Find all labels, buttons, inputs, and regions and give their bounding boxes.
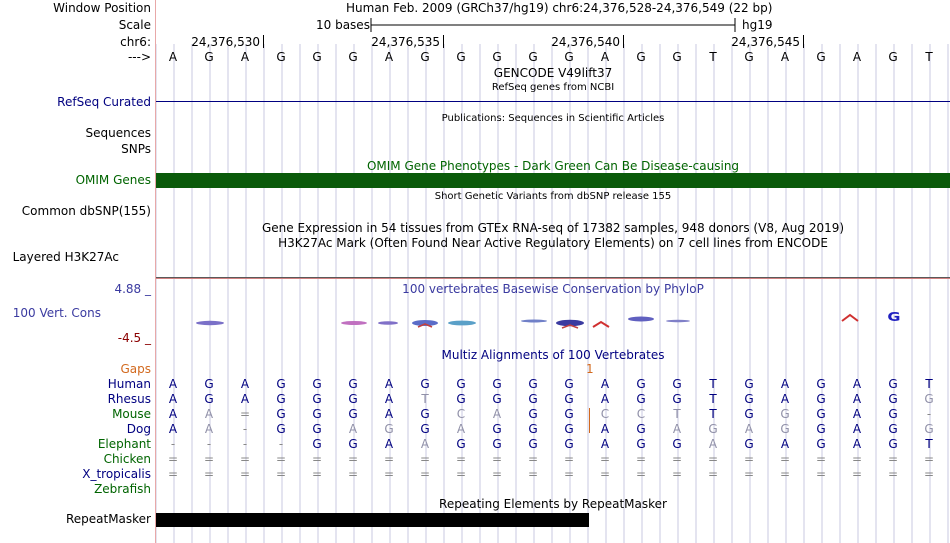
gap-marker-line <box>589 408 590 433</box>
scale-bases-text: 10 bases <box>316 18 370 32</box>
repeatmasker-label[interactable]: RepeatMasker <box>65 512 151 526</box>
aligned-base: = <box>671 452 683 466</box>
aligned-base: G <box>636 392 646 406</box>
aligned-base: G <box>564 407 574 421</box>
aligned-base: = <box>815 452 827 466</box>
aligned-base: - <box>242 437 248 451</box>
h3k27ac-title[interactable]: H3K27Ac Mark (Often Found Near Active Regulatory Elements) on 7 cell lines from ENCODE <box>278 236 828 250</box>
phylop-logo[interactable] <box>156 300 950 340</box>
aligned-base: A <box>744 422 754 436</box>
cons-min-label: -4.5 _ <box>117 331 151 345</box>
aligned-base: G <box>276 392 286 406</box>
species-label-rhesus[interactable]: Rhesus <box>107 392 151 406</box>
aligned-base: = <box>779 452 791 466</box>
aligned-base: A <box>780 392 790 406</box>
aligned-base: = <box>635 467 647 481</box>
publications-title[interactable]: Publications: Sequences in Scientific Articles <box>441 113 665 124</box>
coord-label: 24,376,535 <box>371 35 440 49</box>
aligned-base: G <box>744 392 754 406</box>
aligned-base: = <box>455 467 467 481</box>
aligned-base: G <box>312 437 322 451</box>
base-letter: G <box>888 50 898 64</box>
aligned-base: = <box>635 452 647 466</box>
aligned-base: = <box>887 467 899 481</box>
aligned-base: C <box>600 407 610 421</box>
aligned-base: = <box>527 467 539 481</box>
aligned-base: G <box>204 392 214 406</box>
phylop-mark-11 <box>842 315 858 321</box>
base-letter: G <box>492 50 502 64</box>
base-letter: A <box>600 50 610 64</box>
aligned-base: G <box>780 407 790 421</box>
aligned-base: = <box>347 452 359 466</box>
aligned-base: = <box>275 467 287 481</box>
aligned-base: G <box>636 437 646 451</box>
aligned-base: A <box>168 392 178 406</box>
aligned-base: T <box>709 407 717 421</box>
aligned-base: G <box>888 377 898 391</box>
aligned-base: G <box>420 422 430 436</box>
aligned-base: = <box>671 467 683 481</box>
aligned-base: = <box>239 467 251 481</box>
aligned-base: = <box>347 467 359 481</box>
aligned-base: G <box>276 422 286 436</box>
aligned-base: G <box>816 437 826 451</box>
aligned-base: = <box>491 467 503 481</box>
aligned-base: = <box>491 452 503 466</box>
gaps-label: Gaps <box>120 362 151 376</box>
aligned-base: G <box>888 422 898 436</box>
aligned-base: - <box>242 422 248 436</box>
aligned-base: T <box>673 407 681 421</box>
aligned-base: G <box>744 407 754 421</box>
aligned-base: G <box>816 377 826 391</box>
base-letter: A <box>168 50 178 64</box>
aligned-base: = <box>851 452 863 466</box>
aligned-base: A <box>600 437 610 451</box>
species-label-chicken[interactable]: Chicken <box>103 452 151 466</box>
refseq-curated-label[interactable]: RefSeq Curated <box>57 95 151 109</box>
aligned-base: G <box>312 392 322 406</box>
aligned-base: G <box>492 437 502 451</box>
phylop-mark-2 <box>341 321 367 325</box>
aligned-base: T <box>925 437 933 451</box>
aligned-base: = <box>311 452 323 466</box>
aligned-base: G <box>456 392 466 406</box>
refseq-gene-line[interactable] <box>156 101 950 102</box>
aligned-base: G <box>420 377 430 391</box>
species-label-mouse[interactable]: Mouse <box>112 407 151 421</box>
base-letter: G <box>348 50 358 64</box>
species-label-human[interactable]: Human <box>107 377 151 391</box>
aligned-base: A <box>420 437 430 451</box>
phylop-mark-6 <box>521 320 547 323</box>
aligned-base: A <box>492 407 502 421</box>
aligned-base: A <box>600 377 610 391</box>
aligned-base: A <box>852 407 862 421</box>
aligned-base: G <box>348 392 358 406</box>
species-label-elephant[interactable]: Elephant <box>97 437 151 451</box>
aligned-base: = <box>527 452 539 466</box>
strand-arrow-label: ---> <box>127 50 151 64</box>
aligned-base: G <box>564 437 574 451</box>
aligned-base: A <box>384 437 394 451</box>
aligned-base: = <box>707 467 719 481</box>
aligned-base: G <box>492 392 502 406</box>
base-letter: G <box>528 50 538 64</box>
aligned-base: = <box>563 452 575 466</box>
aligned-base: = <box>743 452 755 466</box>
base-letter: T <box>925 50 933 64</box>
species-label-x_tropicalis[interactable]: X_tropicalis <box>82 467 151 481</box>
base-letter: G <box>816 50 826 64</box>
common-dbsnp-label[interactable]: Common dbSNP(155) <box>21 204 151 218</box>
aligned-base: = <box>923 467 935 481</box>
track-labels-column <box>0 0 155 543</box>
aligned-base: A <box>780 437 790 451</box>
base-letter: G <box>276 50 286 64</box>
base-letter: G <box>420 50 430 64</box>
aligned-base: A <box>384 392 394 406</box>
aligned-base: A <box>600 392 610 406</box>
gtex-title[interactable]: Gene Expression in 54 tissues from GTEx RNA-seq of 17382 samples, 948 donors (V8, Aug 2019) <box>261 221 845 235</box>
species-label-zebrafish[interactable]: Zebrafish <box>94 482 151 496</box>
coord-tick <box>443 35 444 48</box>
aligned-base: G <box>276 407 286 421</box>
base-letter: G <box>636 50 646 64</box>
aligned-base: C <box>636 407 646 421</box>
base-letter: T <box>709 50 717 64</box>
aligned-base: G <box>528 377 538 391</box>
aligned-base: G <box>204 377 214 391</box>
aligned-base: = <box>419 452 431 466</box>
aligned-base: G <box>456 437 466 451</box>
aligned-base: - <box>170 437 176 451</box>
aligned-base: A <box>780 377 790 391</box>
repeatmasker-bar[interactable] <box>156 513 589 527</box>
layered-h3k27ac-label[interactable]: Layered H3K27Ac <box>12 250 119 264</box>
aligned-base: G <box>276 377 286 391</box>
aligned-base: G <box>708 422 718 436</box>
phylop-mark-4 <box>412 320 438 326</box>
aligned-base: A <box>384 407 394 421</box>
aligned-base: = <box>599 467 611 481</box>
omim-gene-bar[interactable] <box>156 173 950 188</box>
aligned-base: T <box>421 392 429 406</box>
aligned-base: A <box>852 437 862 451</box>
position-text: Human Feb. 2009 (GRCh37/hg19) chr6:24,376,528-24,376,549 (22 bp) <box>346 1 773 15</box>
aligned-base: G <box>672 437 682 451</box>
aligned-base: C <box>456 407 466 421</box>
coord-label: 24,376,530 <box>191 35 260 49</box>
aligned-base: A <box>240 392 250 406</box>
sequences-label[interactable]: Sequences <box>85 126 151 140</box>
aligned-base: G <box>456 377 466 391</box>
aligned-base: G <box>348 437 358 451</box>
phylop-title[interactable]: 100 vertebrates Basewise Conservation by PhyloP <box>402 282 704 296</box>
multiz-title[interactable]: Multiz Alignments of 100 Vertebrates <box>441 348 665 362</box>
aligned-base: G <box>348 377 358 391</box>
aligned-base: A <box>672 422 682 436</box>
aligned-base: A <box>600 422 610 436</box>
species-label-dog[interactable]: Dog <box>126 422 151 436</box>
aligned-base: G <box>528 422 538 436</box>
aligned-base: G <box>528 392 538 406</box>
snps-label[interactable]: SNPs <box>121 142 151 156</box>
aligned-base: G <box>564 422 574 436</box>
aligned-base: G <box>348 407 358 421</box>
aligned-base: G <box>744 377 754 391</box>
aligned-base: A <box>168 422 178 436</box>
scale-bar <box>370 17 736 33</box>
coord-tick <box>803 35 804 48</box>
aligned-base: G <box>312 422 322 436</box>
aligned-base: = <box>455 452 467 466</box>
aligned-base: G <box>564 392 574 406</box>
aligned-base: G <box>528 407 538 421</box>
h3k27ac-signal-line-2 <box>156 278 950 279</box>
aligned-base: A <box>384 377 394 391</box>
window-position-label: Window Position <box>53 1 151 15</box>
aligned-base: = <box>599 452 611 466</box>
gap-count: 1 <box>586 362 594 376</box>
base-letter: A <box>240 50 250 64</box>
base-letter: G <box>204 50 214 64</box>
aligned-base: G <box>888 437 898 451</box>
aligned-base: = <box>383 467 395 481</box>
vert-cons-label[interactable]: 100 Vert. Cons <box>12 306 101 320</box>
phylop-mark-9 <box>628 317 654 322</box>
coord-tick <box>263 35 264 48</box>
aligned-base: G <box>888 407 898 421</box>
base-letter: G <box>564 50 574 64</box>
aligned-base: = <box>239 407 251 421</box>
aligned-base: = <box>167 452 179 466</box>
aligned-base: G <box>384 422 394 436</box>
aligned-base: G <box>636 422 646 436</box>
aligned-base: = <box>419 467 431 481</box>
aligned-base: G <box>312 407 322 421</box>
aligned-base: A <box>168 377 178 391</box>
base-letter: A <box>852 50 862 64</box>
aligned-base: A <box>456 422 466 436</box>
aligned-base: - <box>926 407 932 421</box>
aligned-base: G <box>564 377 574 391</box>
aligned-base: A <box>852 377 862 391</box>
aligned-base: = <box>743 467 755 481</box>
base-letter: G <box>672 50 682 64</box>
aligned-base: G <box>672 392 682 406</box>
coord-tick <box>623 35 624 48</box>
aligned-base: G <box>816 422 826 436</box>
aligned-base: = <box>707 452 719 466</box>
aligned-base: = <box>203 467 215 481</box>
aligned-base: G <box>816 392 826 406</box>
dbsnp-title[interactable]: Short Genetic Variants from dbSNP release 155 <box>434 191 672 202</box>
assembly-label: hg19 <box>742 18 773 32</box>
aligned-base: = <box>167 467 179 481</box>
aligned-base: A <box>708 437 718 451</box>
aligned-base: = <box>923 452 935 466</box>
aligned-base: = <box>239 452 251 466</box>
coord-label: 24,376,540 <box>551 35 620 49</box>
base-letter: G <box>312 50 322 64</box>
omim-title[interactable]: OMIM Gene Phenotypes - Dark Green Can Be Disease-causing <box>366 159 740 173</box>
aligned-base: A <box>240 377 250 391</box>
gencode-title[interactable]: GENCODE V49lift37 <box>493 66 613 80</box>
aligned-base: A <box>852 422 862 436</box>
aligned-base: = <box>851 467 863 481</box>
aligned-base: G <box>636 377 646 391</box>
phylop-mark-5 <box>448 321 476 326</box>
base-letter: G <box>744 50 754 64</box>
track-area[interactable] <box>156 0 950 543</box>
aligned-base: G <box>744 437 754 451</box>
aligned-base: = <box>815 467 827 481</box>
aligned-base: G <box>780 422 790 436</box>
aligned-base: - <box>278 437 284 451</box>
phylop-mark-8 <box>593 322 609 327</box>
aligned-base: G <box>420 407 430 421</box>
aligned-base: G <box>924 392 934 406</box>
aligned-base: G <box>492 377 502 391</box>
base-letter: A <box>384 50 394 64</box>
phylop-mark-10 <box>666 320 690 322</box>
aligned-base: = <box>779 467 791 481</box>
aligned-base: = <box>563 467 575 481</box>
scale-label: Scale <box>118 18 151 32</box>
aligned-base: G <box>312 377 322 391</box>
aligned-base: T <box>925 377 933 391</box>
base-letter: A <box>780 50 790 64</box>
phylop-mark-1 <box>196 321 224 325</box>
aligned-base: A <box>348 422 358 436</box>
aligned-base: A <box>852 392 862 406</box>
phylop-mark-3 <box>378 321 398 325</box>
chr-label: chr6: <box>120 35 151 49</box>
phylop-letter-g: G <box>887 310 901 325</box>
aligned-base: = <box>311 467 323 481</box>
aligned-base: G <box>672 377 682 391</box>
repeatmasker-title[interactable]: Repeating Elements by RepeatMasker <box>439 497 667 511</box>
aligned-base: G <box>492 422 502 436</box>
aligned-base: T <box>709 377 717 391</box>
aligned-base: G <box>888 392 898 406</box>
aligned-base: = <box>275 452 287 466</box>
cons-max-label: 4.88 _ <box>114 282 151 296</box>
omim-genes-label[interactable]: OMIM Genes <box>75 173 151 187</box>
refseq-title[interactable]: RefSeq genes from NCBI <box>491 82 615 93</box>
aligned-base: = <box>383 452 395 466</box>
aligned-base: A <box>204 407 214 421</box>
aligned-base: - <box>206 437 212 451</box>
base-letter: G <box>456 50 466 64</box>
aligned-base: = <box>203 452 215 466</box>
aligned-base: = <box>887 452 899 466</box>
aligned-base: A <box>204 422 214 436</box>
aligned-base: G <box>528 437 538 451</box>
aligned-base: T <box>709 392 717 406</box>
aligned-base: A <box>168 407 178 421</box>
aligned-base: G <box>924 422 934 436</box>
coord-label: 24,376,545 <box>731 35 800 49</box>
aligned-base: G <box>816 407 826 421</box>
